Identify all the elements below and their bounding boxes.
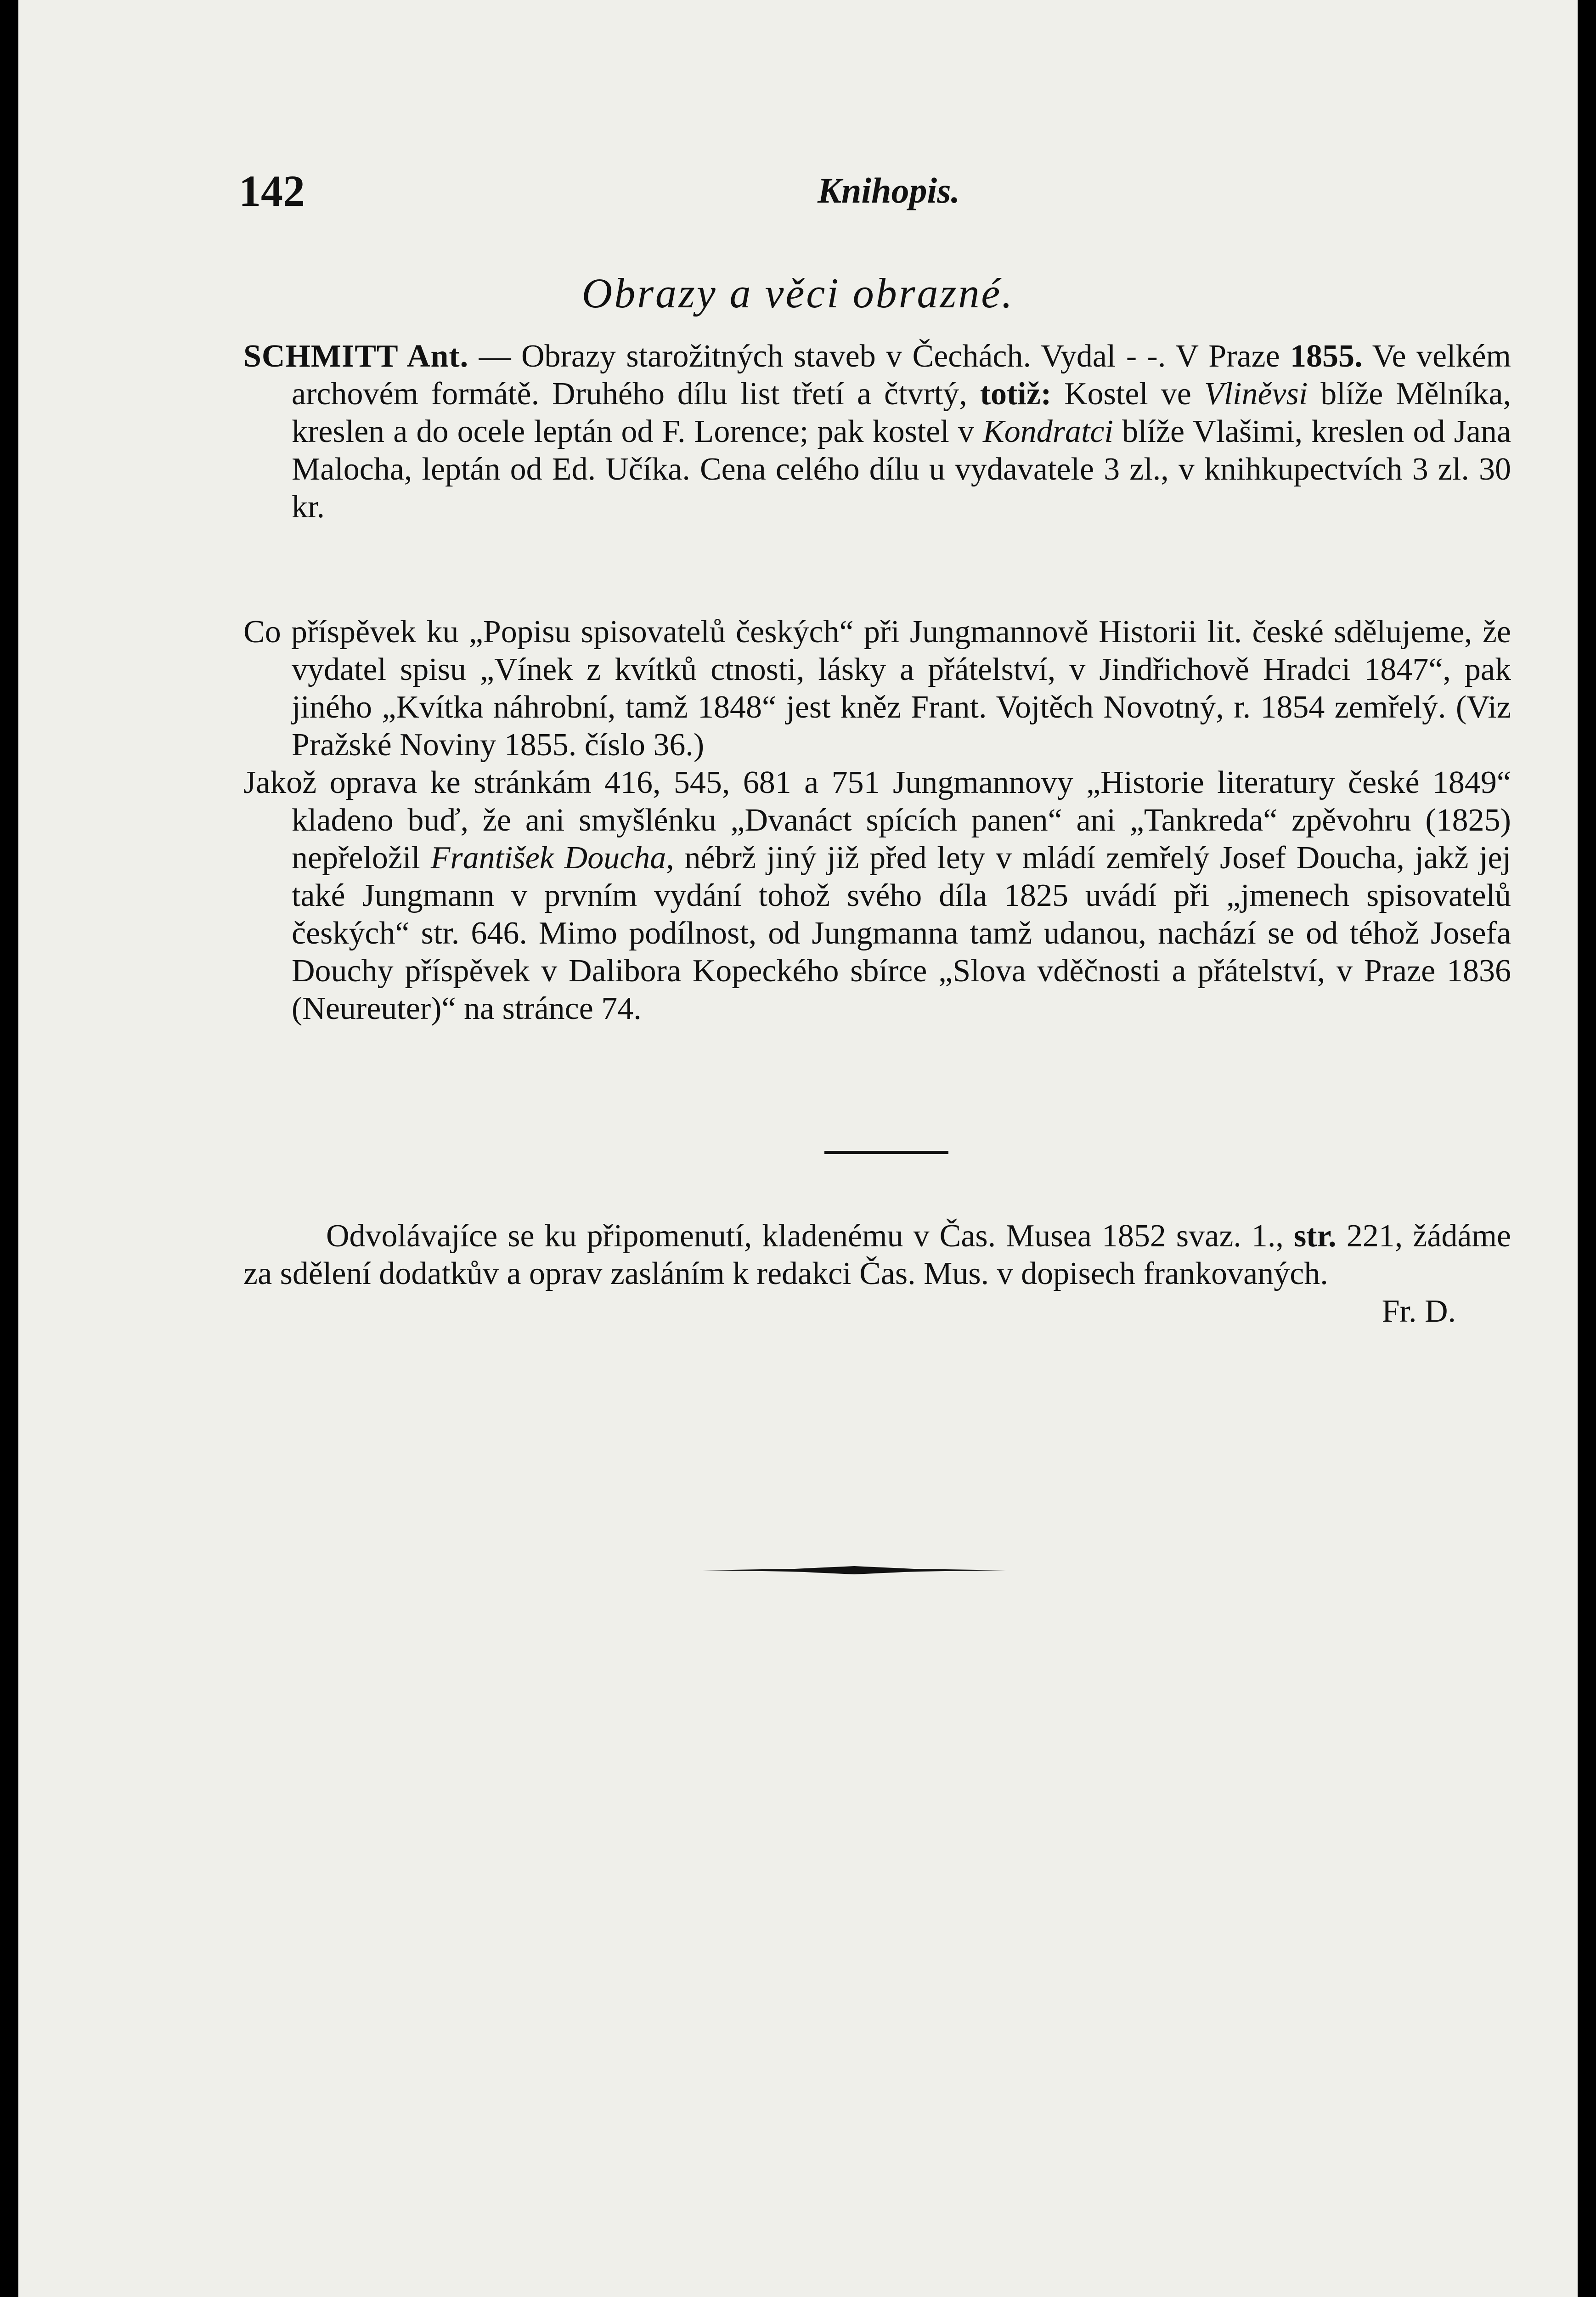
entry-year: 1855. [1290,339,1363,374]
section-title: Obrazy a věci obrazné. [581,270,1015,317]
section-divider [824,1151,948,1154]
page-header [239,165,1433,221]
entry-text: — Obrazy starožitných staveb v Čechách. Vydal - -. V Praze [468,339,1291,374]
entry-text: blíže Vlašimi, kreslen od Jana Malocha, leptán od Ed. Učíka. Cena celého dílu u vydavatele 3 zl., v knihkupectvích 3 zl. 30 kr. [292,414,1511,525]
closing-paragraph [243,1217,1511,1329]
closing-str: str. [1293,1218,1337,1254]
entry-text: Ve velkém archovém formátě. Druhého dílu list třetí a čtvrtý, [292,339,1511,412]
note-text: Jakož oprava ke stránkám 416, 545, 681 a 751 Jungmannovy „Historie literatury české 1849“ kladeno buď, že ani smyšlénku „Dvanáct spících panen“ ani „Tankreda“ zpěvohru (1825) nepřeložil [243,765,1511,876]
entry-text: Kostel ve [1051,376,1204,412]
notes-section [243,613,1511,1028]
entry-totiz: totiž: [980,376,1052,412]
note-novotny [243,613,1511,764]
entry-text: blíže Mělníka, kreslen a do ocele leptán od F. Lorence; pak kostel v [292,376,1511,449]
closing-text: 221, žádáme za sdělení dodatkův a oprav zasláním k redakci Čas. Mus. v dopisech frankovaných. [243,1218,1511,1291]
note-text: Co příspěvek ku „Popisu spisovatelů českých“ při Jungmannově Historii lit. české sdělujeme, že vydatel spisu „Vínek z kvítků ctnosti, lásky a přátelství, v Jindřichově Hradci 1847“, pak jiného „Kvítka náhrobní, tamž 1848“ jest kněz Frant. Vojtěch Novotný, r. 1854 zemřelý. (Viz Pražské Noviny 1855. číslo 36.) [243,614,1511,763]
signature: Fr. D. [1382,1294,1456,1329]
note-text: , nébrž jiný již před lety v mládí zemřelý Josef Doucha, jakž jej také Jungmann v prvním vydání tohož svého díla 1825 uvádí při „jmenech spisovatelů českých“ str. 646. Mimo podílnost, od Jungmanna tamž udanou, nachází se od téhož Josefa Douchy příspěvek v Dalibora Kopeckého sbírce „Slova vděčnosti a přátelství, v Praze 1836 (Neureuter)“ na stránce 74. [292,840,1511,1026]
note-doucha [243,764,1511,1028]
person-name-doucha: František Doucha [430,840,666,876]
schmitt-entry [243,338,1511,526]
place-name-vlinevsi: Vliněvsi [1204,376,1308,412]
book-page [18,0,1578,2297]
closing-text: Odvolávajíce se ku připomenutí, kladenému v Čas. Musea 1852 svaz. 1., [326,1218,1294,1254]
author-name: SCHMITT Ant. [243,339,469,374]
closing-notice [243,1217,1511,1330]
running-title: Knihopis. [818,170,960,210]
end-ornament-rule [703,1564,1006,1576]
schmitt-paragraph [243,338,1511,526]
place-name-kondratci: Kondratci [983,414,1113,449]
page-number: 142 [239,166,305,215]
